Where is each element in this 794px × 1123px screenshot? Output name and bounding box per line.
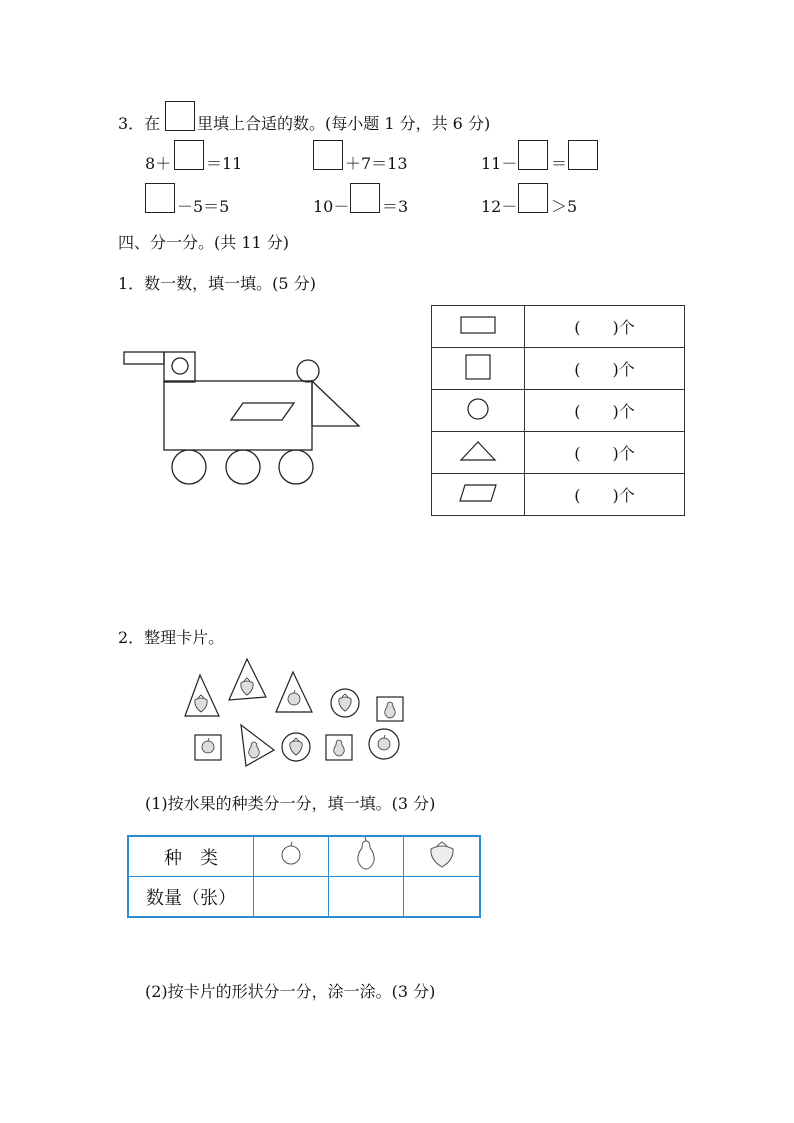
answer-cell[interactable] <box>329 877 404 918</box>
q3-eq2-right: ＋7＝13 <box>345 154 408 173</box>
q3-title-pre: 3．在 <box>118 114 161 133</box>
header-label: 种 类 <box>128 836 254 877</box>
q3-eq1-right: ＝11 <box>206 154 243 173</box>
q3-eq3-left: 11－ <box>481 154 518 173</box>
pear-icon <box>329 836 404 877</box>
triangle-card <box>241 725 274 766</box>
apple-icon <box>254 836 329 877</box>
table-row <box>128 877 480 918</box>
q1-title: 1．数一数，填一填。(5 分) <box>118 274 316 293</box>
row-label: 数量（张） <box>128 877 254 918</box>
q2-sub1: (1)按水果的种类分一分，填一填。(3 分) <box>145 794 436 813</box>
q3-eq1-left: 8＋ <box>145 154 172 173</box>
answer-cell[interactable] <box>254 877 329 918</box>
q2-title: 2．整理卡片。 <box>118 628 225 647</box>
answer-cell[interactable]: ( )个 <box>525 474 685 516</box>
q3-eq6-right: ＞5 <box>551 197 578 216</box>
answer-cell[interactable]: ( )个 <box>525 348 685 390</box>
strawberry-icon <box>404 836 481 877</box>
fruit-count-table <box>127 835 481 918</box>
q2-sub2: (2)按卡片的形状分一分，涂一涂。(3 分) <box>145 982 436 1001</box>
answer-cell[interactable] <box>404 877 481 918</box>
table-row <box>128 836 480 877</box>
q3-eq6-left: 12－ <box>481 197 518 216</box>
answer-cell[interactable]: ( )个 <box>525 390 685 432</box>
answer-cell[interactable]: ( )个 <box>525 306 685 348</box>
answer-cell[interactable]: ( )个 <box>525 432 685 474</box>
q3-title-post: 里填上合适的数。(每小题 1 分，共 6 分) <box>197 114 491 133</box>
q3-eq5-left: 10－ <box>313 197 350 216</box>
q3-eq5-right: ＝3 <box>382 197 409 216</box>
section-title: 四、分一分。(共 11 分) <box>118 233 290 252</box>
q3-eq3-mid: ＝ <box>551 154 568 173</box>
q3-eq4-right: －5＝5 <box>177 197 230 216</box>
